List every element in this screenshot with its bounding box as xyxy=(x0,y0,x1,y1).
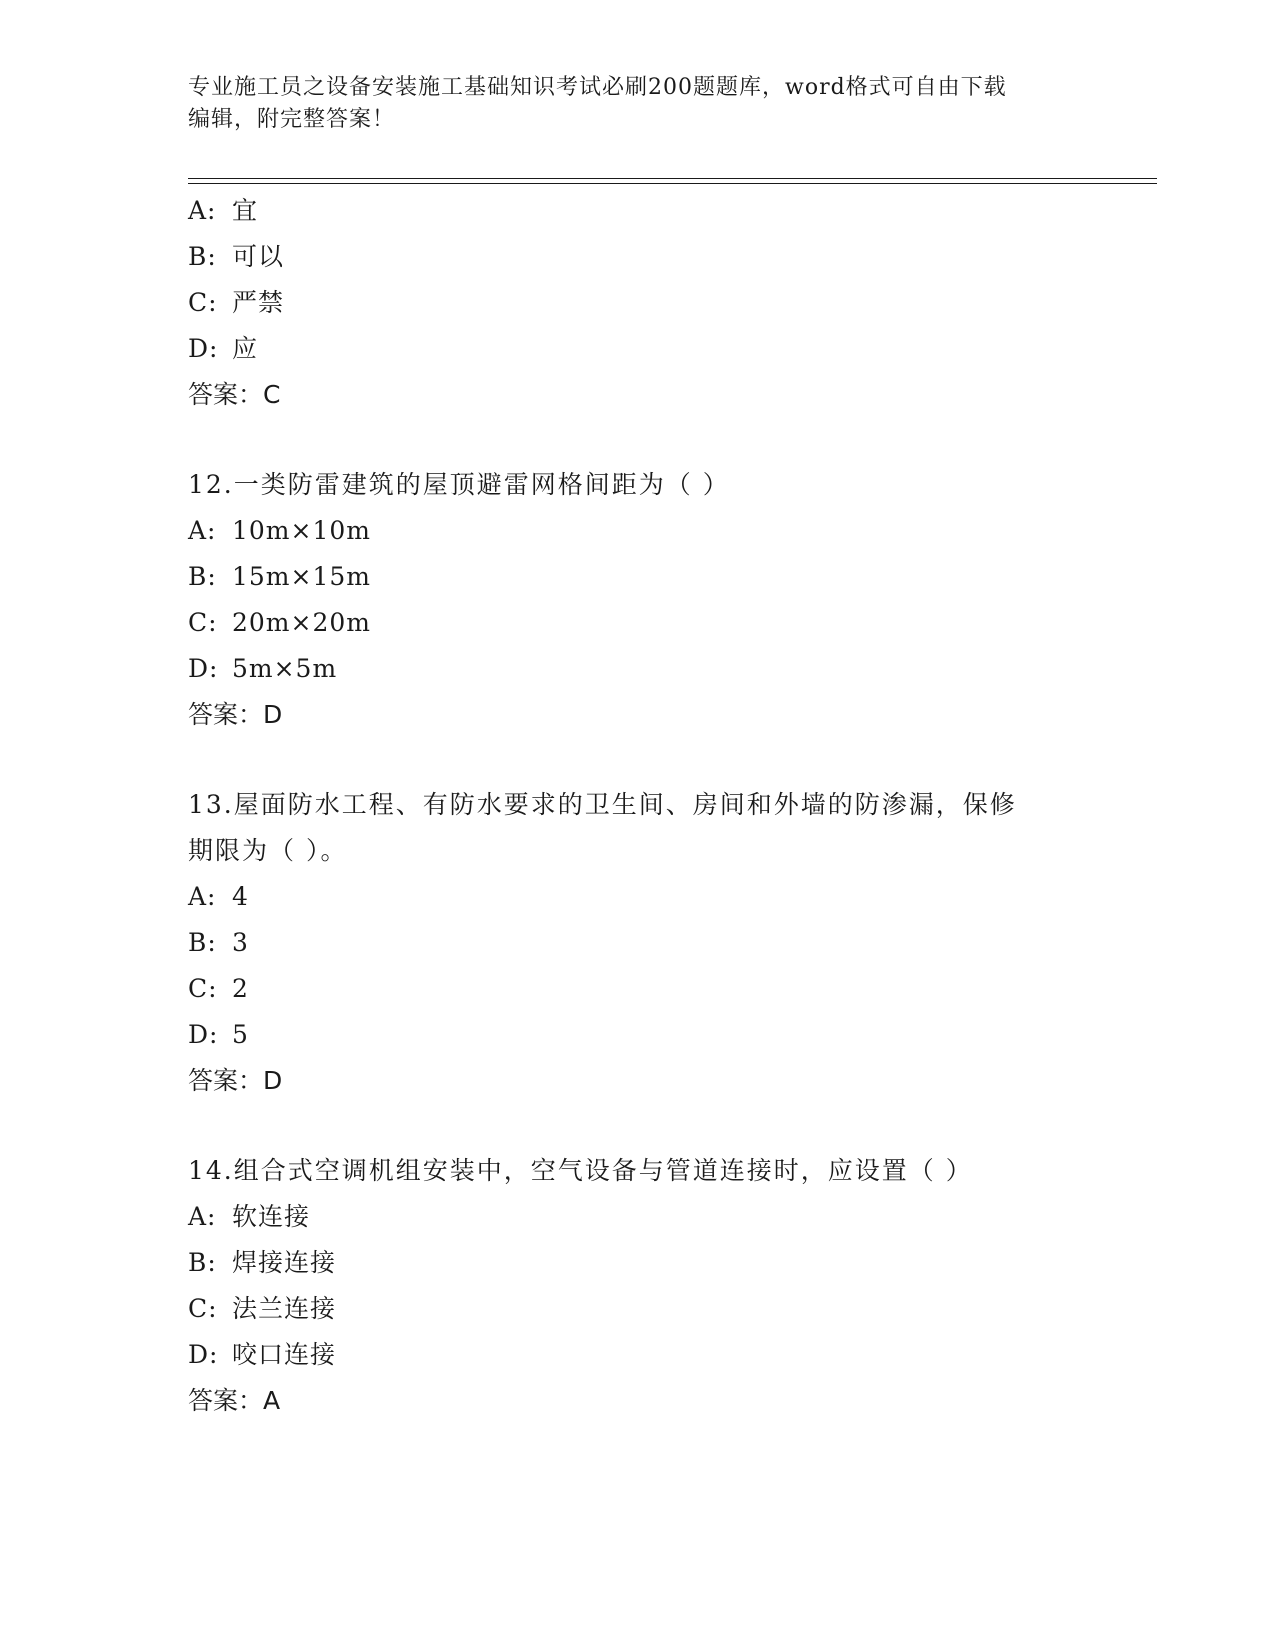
option-text: 焊接连接 xyxy=(232,1248,337,1277)
option-text: 可以 xyxy=(232,242,285,271)
option-key: A: xyxy=(188,516,217,545)
option-key: A: xyxy=(188,882,217,911)
header-divider-top xyxy=(188,178,1157,179)
answer-line: 答案：C xyxy=(188,380,281,409)
option-text: 2 xyxy=(232,974,249,1003)
option-key: B: xyxy=(188,928,217,957)
question-text-line-1: 13.屋面防水工程、有防水要求的卫生间、房间和外墙的防渗漏，保修 xyxy=(188,790,1017,819)
option-a xyxy=(188,874,1088,920)
option-text: 15m×15m xyxy=(232,562,371,591)
option-text: 3 xyxy=(232,928,249,957)
option-key: D: xyxy=(188,654,219,683)
option-text: 咬口连接 xyxy=(232,1340,337,1369)
option-d xyxy=(188,326,1088,372)
header-line-2: 编辑，附完整答案！ xyxy=(188,107,396,132)
option-c xyxy=(188,966,1088,1012)
option-text: 法兰连接 xyxy=(232,1294,337,1323)
option-key: A: xyxy=(188,196,217,225)
option-text: 10m×10m xyxy=(232,516,371,545)
question-11-block xyxy=(188,188,1088,418)
option-c xyxy=(188,600,1088,646)
option-b xyxy=(188,920,1088,966)
question-list xyxy=(188,188,1088,1424)
option-a xyxy=(188,1194,1088,1240)
option-text: 严禁 xyxy=(232,288,285,317)
answer-line: 答案：A xyxy=(188,1386,281,1415)
option-a xyxy=(188,508,1088,554)
header-divider-bottom xyxy=(188,183,1157,184)
option-key: B: xyxy=(188,1248,217,1277)
option-b xyxy=(188,1240,1088,1286)
answer-line: 答案：D xyxy=(188,1066,283,1095)
option-d xyxy=(188,1012,1088,1058)
option-c xyxy=(188,1286,1088,1332)
option-key: B: xyxy=(188,242,217,271)
option-a xyxy=(188,188,1088,234)
question-12-block xyxy=(188,462,1088,738)
question-text-line-2: 期限为（ ）。 xyxy=(188,836,348,865)
question-13-block xyxy=(188,782,1088,1104)
option-key: C: xyxy=(188,1294,218,1323)
option-key: D: xyxy=(188,334,219,363)
document-header xyxy=(188,72,1088,136)
question-text: 14.组合式空调机组安装中，空气设备与管道连接时，应设置（ ） xyxy=(188,1156,973,1185)
option-key: B: xyxy=(188,562,217,591)
option-key: C: xyxy=(188,288,218,317)
question-text: 12.一类防雷建筑的屋顶避雷网格间距为（ ） xyxy=(188,470,730,499)
option-b xyxy=(188,554,1088,600)
option-key: D: xyxy=(188,1020,219,1049)
option-text: 5m×5m xyxy=(232,654,338,683)
option-key: C: xyxy=(188,974,218,1003)
option-text: 4 xyxy=(232,882,249,911)
option-text: 应 xyxy=(232,334,259,363)
option-text: 软连接 xyxy=(232,1202,311,1231)
answer-line: 答案：D xyxy=(188,700,283,729)
option-key: A: xyxy=(188,1202,217,1231)
header-line-1: 专业施工员之设备安装施工基础知识考试必刷200题题库，word格式可自由下载 xyxy=(188,75,1007,100)
option-text: 5 xyxy=(232,1020,249,1049)
option-d xyxy=(188,1332,1088,1378)
option-key: D: xyxy=(188,1340,219,1369)
option-b xyxy=(188,234,1088,280)
option-text: 20m×20m xyxy=(232,608,371,637)
question-14-block xyxy=(188,1148,1088,1424)
option-text: 宜 xyxy=(232,196,259,225)
option-c xyxy=(188,280,1088,326)
option-key: C: xyxy=(188,608,218,637)
option-d xyxy=(188,646,1088,692)
